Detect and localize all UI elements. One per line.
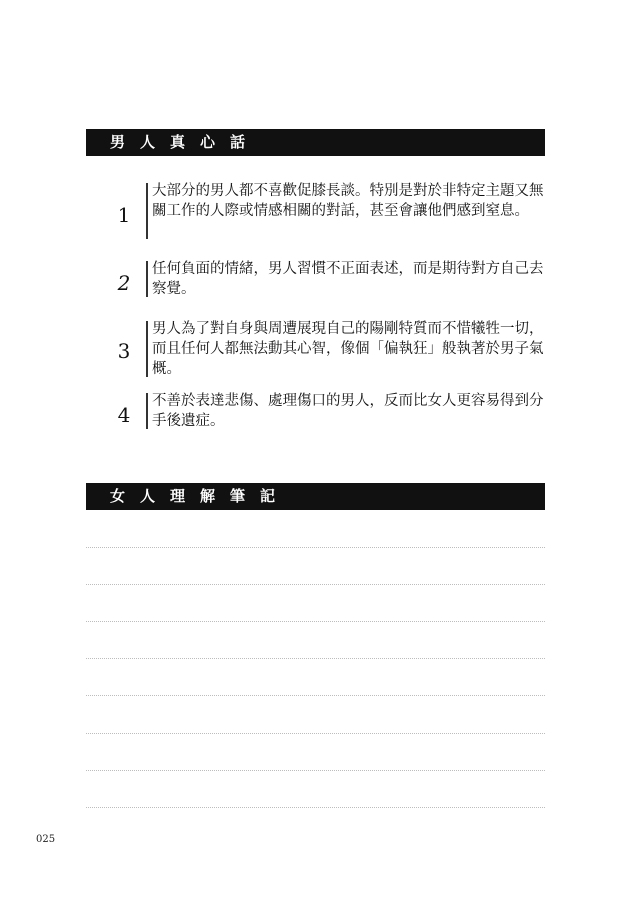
note-line <box>86 621 545 622</box>
item-number: 2 <box>117 271 131 295</box>
item-divider <box>146 321 148 377</box>
note-line <box>86 770 545 771</box>
notes-title: 女人理解筆記 <box>110 487 291 505</box>
item-divider <box>146 183 148 239</box>
item-number: 3 <box>117 339 131 363</box>
item-number: 4 <box>117 403 131 427</box>
note-line <box>86 695 545 696</box>
section-title-bar <box>86 129 545 156</box>
note-line <box>86 547 545 548</box>
item-number: 1 <box>117 203 131 227</box>
note-line <box>86 658 545 659</box>
section-title: 男人真心話 <box>110 133 261 151</box>
note-line <box>86 807 545 808</box>
page-number: 025 <box>36 834 56 845</box>
item-divider <box>146 393 148 429</box>
note-line <box>86 584 545 585</box>
item-text: 任何負面的情緒，男人習慣不正面表述，而是期待對方自己去察覺。 <box>152 261 544 297</box>
item-text: 男人為了對自身與周遭展現自己的陽剛特質而不惜犧牲一切，而且任何人都無法動其心智，像個「偏執狂」般執著於男子氣概。 <box>152 321 544 377</box>
item-text: 大部分的男人都不喜歡促膝長談。特別是對於非特定主題又無關工作的人際或情感相關的對話，甚至會讓他們感到窒息。 <box>152 183 544 219</box>
item-text: 不善於表達悲傷、處理傷口的男人，反而比女人更容易得到分手後遺症。 <box>152 393 544 429</box>
notes-title-bar <box>86 483 545 510</box>
item-divider <box>146 261 148 297</box>
note-line <box>86 733 545 734</box>
